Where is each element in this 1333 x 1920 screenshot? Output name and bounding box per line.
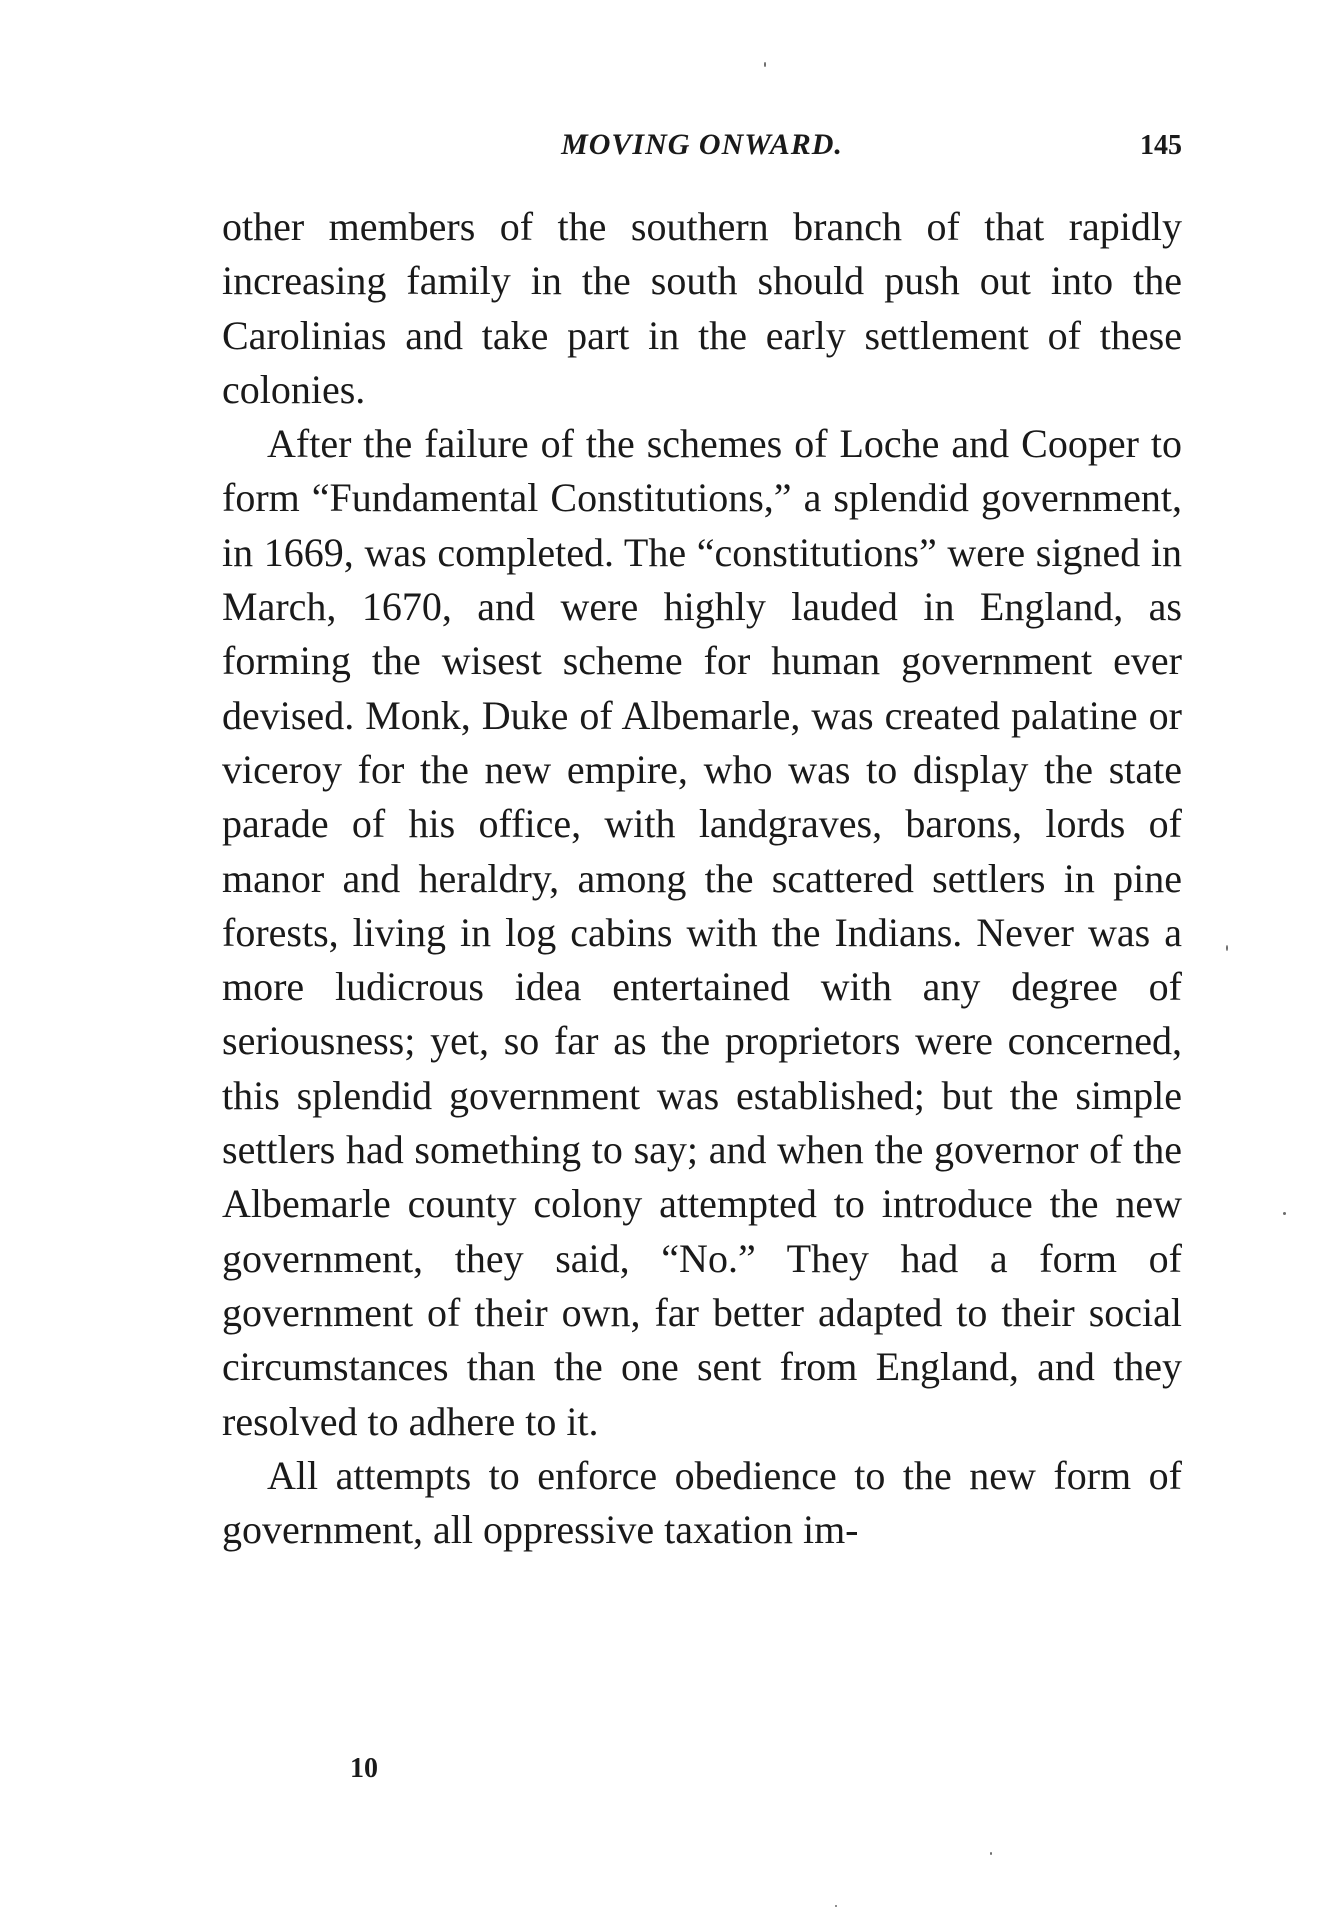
running-head	[222, 128, 1182, 168]
scan-speck	[764, 62, 766, 67]
running-title: MOVING ONWARD.	[561, 128, 843, 161]
paragraph-obedience: All attempts to enforce obedience to the new form of government, all oppressive taxation im-	[222, 1452, 1182, 1553]
paragraph-continuation: other members of the southern branch of that rapidly increasing family in the south should push out into the Carolinias and take part in the early settlement of these colonies.	[222, 204, 1182, 412]
signature-mark: 10	[350, 1753, 378, 1784]
scan-speck	[1226, 945, 1228, 951]
paragraph-constitutions: After the failure of the schemes of Loche and Cooper to form “Fundamental Constitutions,” a splendid government, in 1669, was completed. The “constitutions” were signed in March, 1670, and were highly lauded in England, as forming the wisest scheme for human government ever devised. Monk, Duke of Albemarle, was created palatine or viceroy for the new empire, who was to display the state parade of his office, with landgraves, barons, lords of manor and heraldry, among the scattered settlers in pine forests, living in log cabins with the Indians. Never was a more ludicrous idea entertained with any degree of seriousness; yet, so far as the proprietors were concerned, this splendid government was established; but the simple settlers had something to say; and when the governor of the Albemarle county colony attempted to introduce the new government, they said, “No.” They had a form of government of their own, far better adapted to their social circumstances than the one sent from England, and they resolved to adhere to it.	[222, 421, 1182, 1444]
scan-speck	[990, 1852, 992, 1855]
scan-speck	[1283, 1212, 1286, 1215]
body-text	[222, 200, 1182, 1557]
page-number: 145	[1140, 130, 1182, 161]
scan-speck	[835, 1905, 837, 1907]
